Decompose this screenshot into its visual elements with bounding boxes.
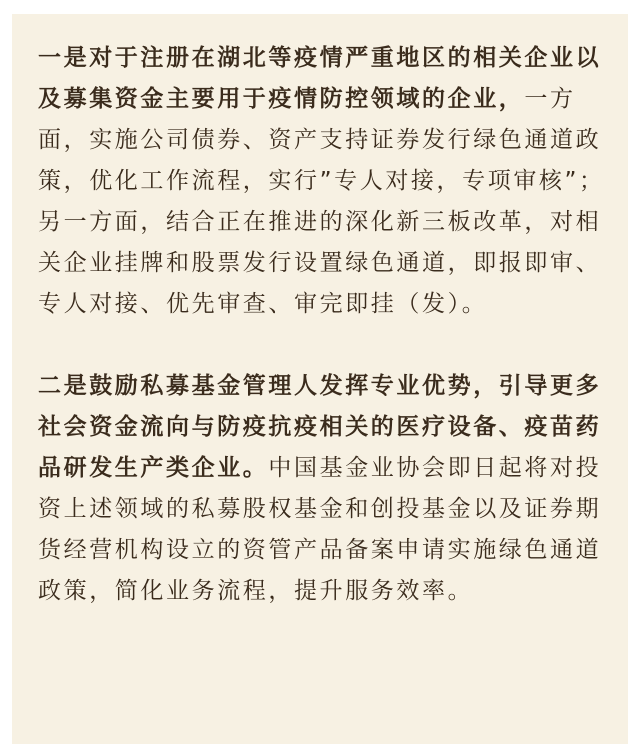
article-card (12, 14, 628, 744)
paragraph-2-bold-lead: 二是鼓励私募基金管理人发挥专业优势，引导更多社会资金流向与防疫抗疫相关的医疗设备、疫苗药品研发生产类企业。 (38, 373, 602, 481)
paragraph-2-body: 中国基金业协会即日起将对投资上述领域的私募股权基金和创投基金以及证券期货经营机构设立的资管产品备案申请实施绿色通道政策，简化业务流程，提升服务效率。 (38, 455, 602, 604)
paragraph-1-body: 一方面，实施公司债券、资产支持证券发行绿色通道政策，优化工作流程，实行”专人对接，专项审核”；另一方面，结合正在推进的深化新三板改革，对相关企业挂牌和股票发行设置绿色通道，即报即审、专人对接、优先审查、审完即挂（发）。 (38, 86, 605, 317)
paragraph-1-bold-lead: 一是对于注册在湖北等疫情严重地区的相关企业以及募集资金主要用于疫情防控领域的企业， (38, 45, 602, 112)
paragraph-spacer (38, 325, 606, 366)
paragraph-2 (38, 366, 606, 612)
paragraph-1 (38, 38, 606, 325)
